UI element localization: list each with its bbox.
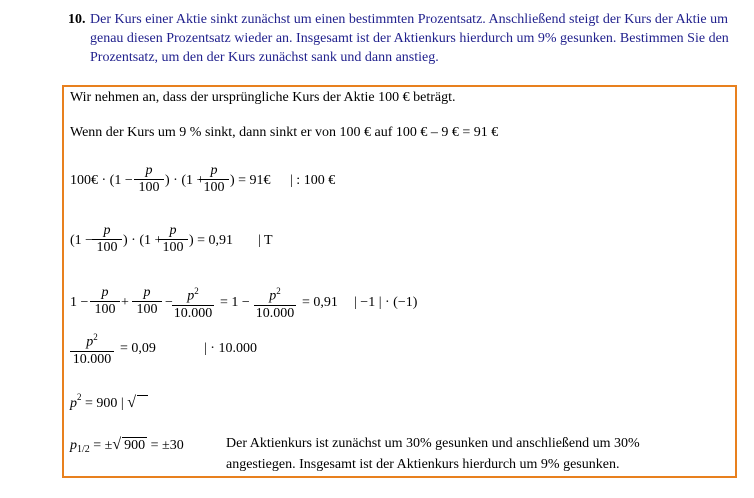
intro-line: Wir nehmen an, dass der ursprüngliche Kurs der Aktie 100 € beträgt. <box>70 90 456 105</box>
fraction-p2-10000: $\frac{p^2}{10.000}$ <box>173 286 213 321</box>
fraction-p-100: $\frac{p}{100}$ <box>132 285 162 318</box>
fraction-p-100: $\frac{p}{100}$ <box>134 163 164 196</box>
answer-line-2: angestiegen. Insgesamt ist der Aktienkurs hierdurch um 9% gesunken. <box>226 457 620 472</box>
task-number: 10. <box>68 12 86 27</box>
task-text: Der Kurs einer Aktie sinkt zunächst um einen bestimmten Prozentsatz. Anschließend steigt der Kurs der Aktie um genau diesen Prozentsatz wieder an. Insgesamt ist der Aktienkurs hierdurch um 9% gesunken. Bestimmen Sie den Prozentsatz, um den der Kurs zunächst sank und dann anstieg. <box>90 12 729 65</box>
drop-line: Wenn der Kurs um 9 % sinkt, dann sinkt er von 100 € auf 100 € – 9 € = 91 € <box>70 125 499 140</box>
equation-5: $p^2 = 900$ | √ <box>70 392 148 412</box>
task-statement <box>68 10 738 67</box>
fraction-p2-10000: $\frac{p^2}{10.000}$ <box>255 286 295 321</box>
square-root-icon: √ <box>112 436 122 453</box>
fraction-p-100: $\frac{p}{100}$ <box>199 163 229 196</box>
equation-6: $p_{1/2}$ = ±√ 900 = ±30 <box>70 436 184 455</box>
fraction-p-100: $\frac{p}{100}$ <box>92 223 122 256</box>
fraction-p-100: $\frac{p}{100}$ <box>158 223 188 256</box>
fraction-p-100: $\frac{p}{100}$ <box>90 285 120 318</box>
solution-box: Wir nehmen an, dass der ursprüngliche Kurs der Aktie 100 € beträgt. Wenn der Kurs um 9 % sinkt, dann sinkt er von 100 € auf 100 € – 9 € = 91 € 100€ · (1 − $\frac{p}{100}$ ) · (1 + $\frac{p}{100}$ ) = 91€ | : 100 € (1 − $\frac{p}{100}$ ) · (1 + $\frac{p}{100}$ ) = 0,91 | T 1 − $\frac{p}{100}$ + $\frac{p}{100}$ − $\frac{p^2}{10.000}$ = 1 − $\frac{p^2}{10.000}$ = 0,91 | −1 | · (−1) $\frac{p^2}{10.000}$ = 0,09 | · 10.000 $p^2 = 900$ | √ $p_{1/2}$ = ±√ 900 = ±30 Der Aktienkurs ist zunächst um 30% gesunken und anschließend um 30% angestiegen. Insgesamt ist der Aktienkurs hierdurch um 9% gesunken. <box>62 85 737 478</box>
answer-line-1: Der Aktienkurs ist zunächst um 30% gesunken und anschließend um 30% <box>226 436 640 451</box>
square-root-icon: √ <box>127 394 136 411</box>
fraction-p2-10000: $\frac{p^2}{10.000}$ <box>70 329 114 368</box>
